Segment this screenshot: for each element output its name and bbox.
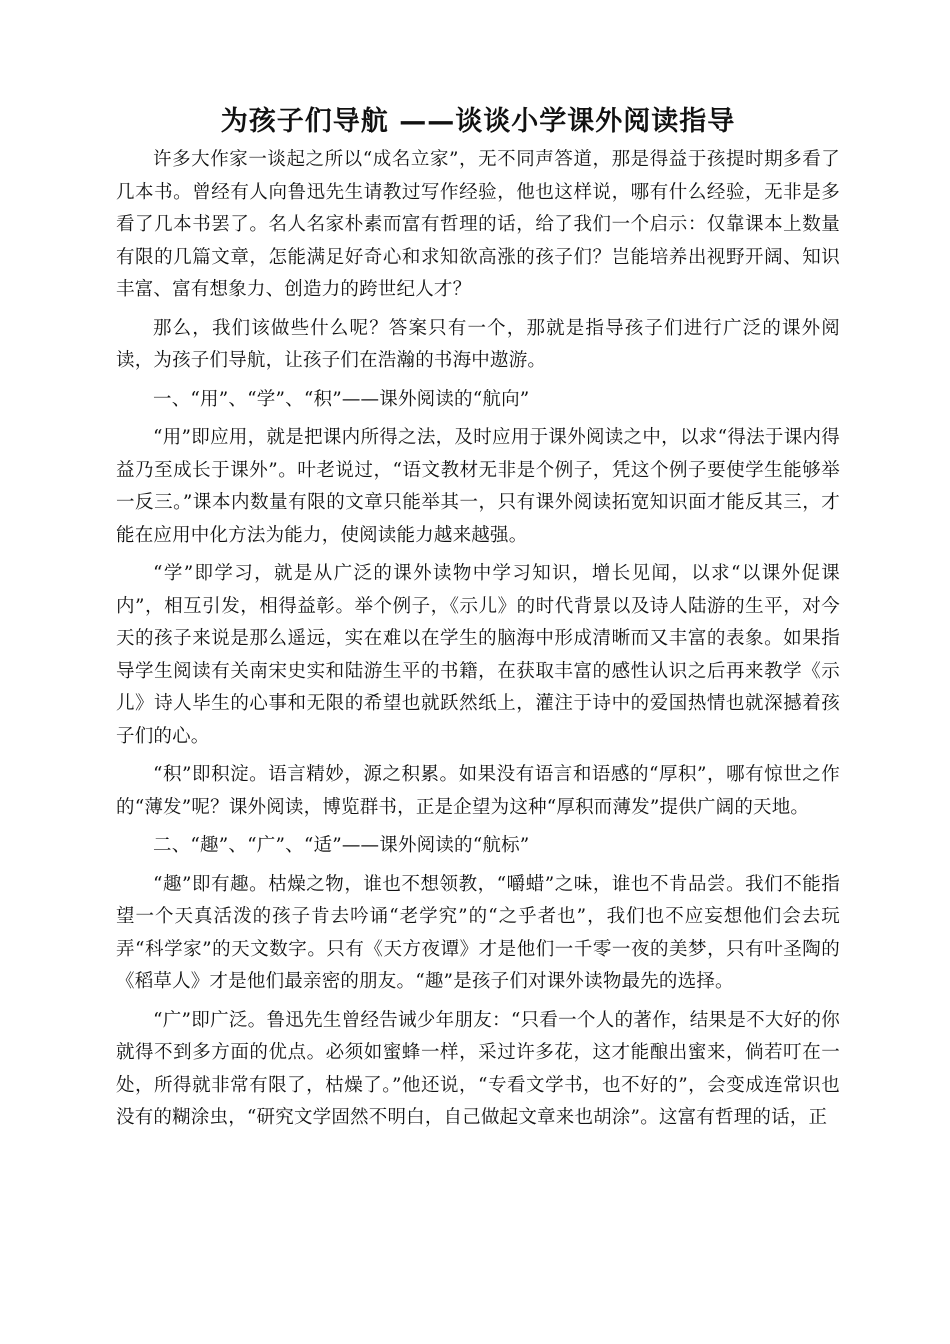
paragraph-qu: “趣”即有趣。枯燥之物，谁也不想领教，“嚼蜡”之味，谁也不肯品尝。我们不能指望一个天真活泼的孩子肯去吟诵“老学究”的“之乎者也”，我们也不应妄想他们会去玩弄“科学家”的天文数字。只有《天方夜谭》才是他们一千零一夜的美梦，只有叶圣陶的《稻草人》才是他们最亲密的朋友。“趣”是孩子们对课外读物最先的选择。: [116, 873, 841, 992]
paragraph-ji: “积”即积淀。语言精妙，源之积累。如果没有语言和语感的“厚积”，哪有惊世之作的“薄发”呢？课外阅读，博览群书，正是企望为这种“厚积而薄发”提供广阔的天地。: [116, 764, 840, 818]
section-heading-1: 一、“用”、“学”、“积”——课外阅读的“航向”: [153, 388, 530, 410]
paragraph-guang: “广”即广泛。鲁迅先生曾经告诫少年朋友：“只看一个人的著作，结果是不大好的你就得不到多方面的优点。必须如蜜蜂一样，采过许多花，这才能酿出蜜来，倘若叮在一处，所得就非常有限了，枯燥了。”他还说，“专看文学书，也不好的”，会变成连常识也没有的糊涂虫，“研究文学固然不明白，自己做起文章来也胡涂”。这富有哲理的话，正: [116, 1009, 840, 1128]
section-heading-2: 二、“趣”、“广”、“适”——课外阅读的“航标”: [153, 835, 530, 856]
paragraph-answer: 那么，我们该做些什么呢？答案只有一个，那就是指导孩子们进行广泛的课外阅读，为孩子们导航，让孩子们在浩瀚的书海中遨游。: [116, 317, 840, 371]
paragraph-xue: “学”即学习，就是从广泛的课外读物中学习知识，增长见闻，以求“以课外促课内”，相互引发，相得益彰。举个例子，《示儿》的时代背景以及诗人陆游的生平，对今天的孩子来说是那么遥远，实在难以在学生的脑海中形成清晰而又丰富的表象。如果指导学生阅读有关南宋史实和陆游生平的书籍，在获取丰富的感性认识之后再来教学《示儿》诗人毕生的心事和无限的希望也就跃然纸上，灌注于诗中的爱国热情也就深撼着孩子们的心。: [116, 563, 840, 747]
document-body: [116, 104, 840, 1141]
document-title: 为孩子们导航 ——谈谈小学课外阅读指导: [220, 106, 736, 137]
paragraph-yong: “用”即应用，就是把课内所得之法，及时应用于课外阅读之中，以求“得法于课内得益乃至成长于课外”。叶老说过，“语文教材无非是个例子，凭这个例子要使学生能够举一反三。”课本内数量有限的文章只能举其一，只有课外阅读拓宽知识面才能反其三，才能在应用中化方法为能力，使阅读能力越来越强。: [116, 427, 840, 546]
paragraph-intro: 许多大作家一谈起之所以“成名立家”，无不同声答道，那是得益于孩提时期多看了几本书。曾经有人向鲁迅先生请教过写作经验，他也这样说，哪有什么经验，无非是多看了几本书罢了。名人名家朴素而富有哲理的话，给了我们一个启示：仅靠课本上数量有限的几篇文章，怎能满足好奇心和求知欲高涨的孩子们？岂能培养出视野开阔、知识丰富、富有想象力、创造力的跨世纪人才？: [116, 149, 840, 300]
